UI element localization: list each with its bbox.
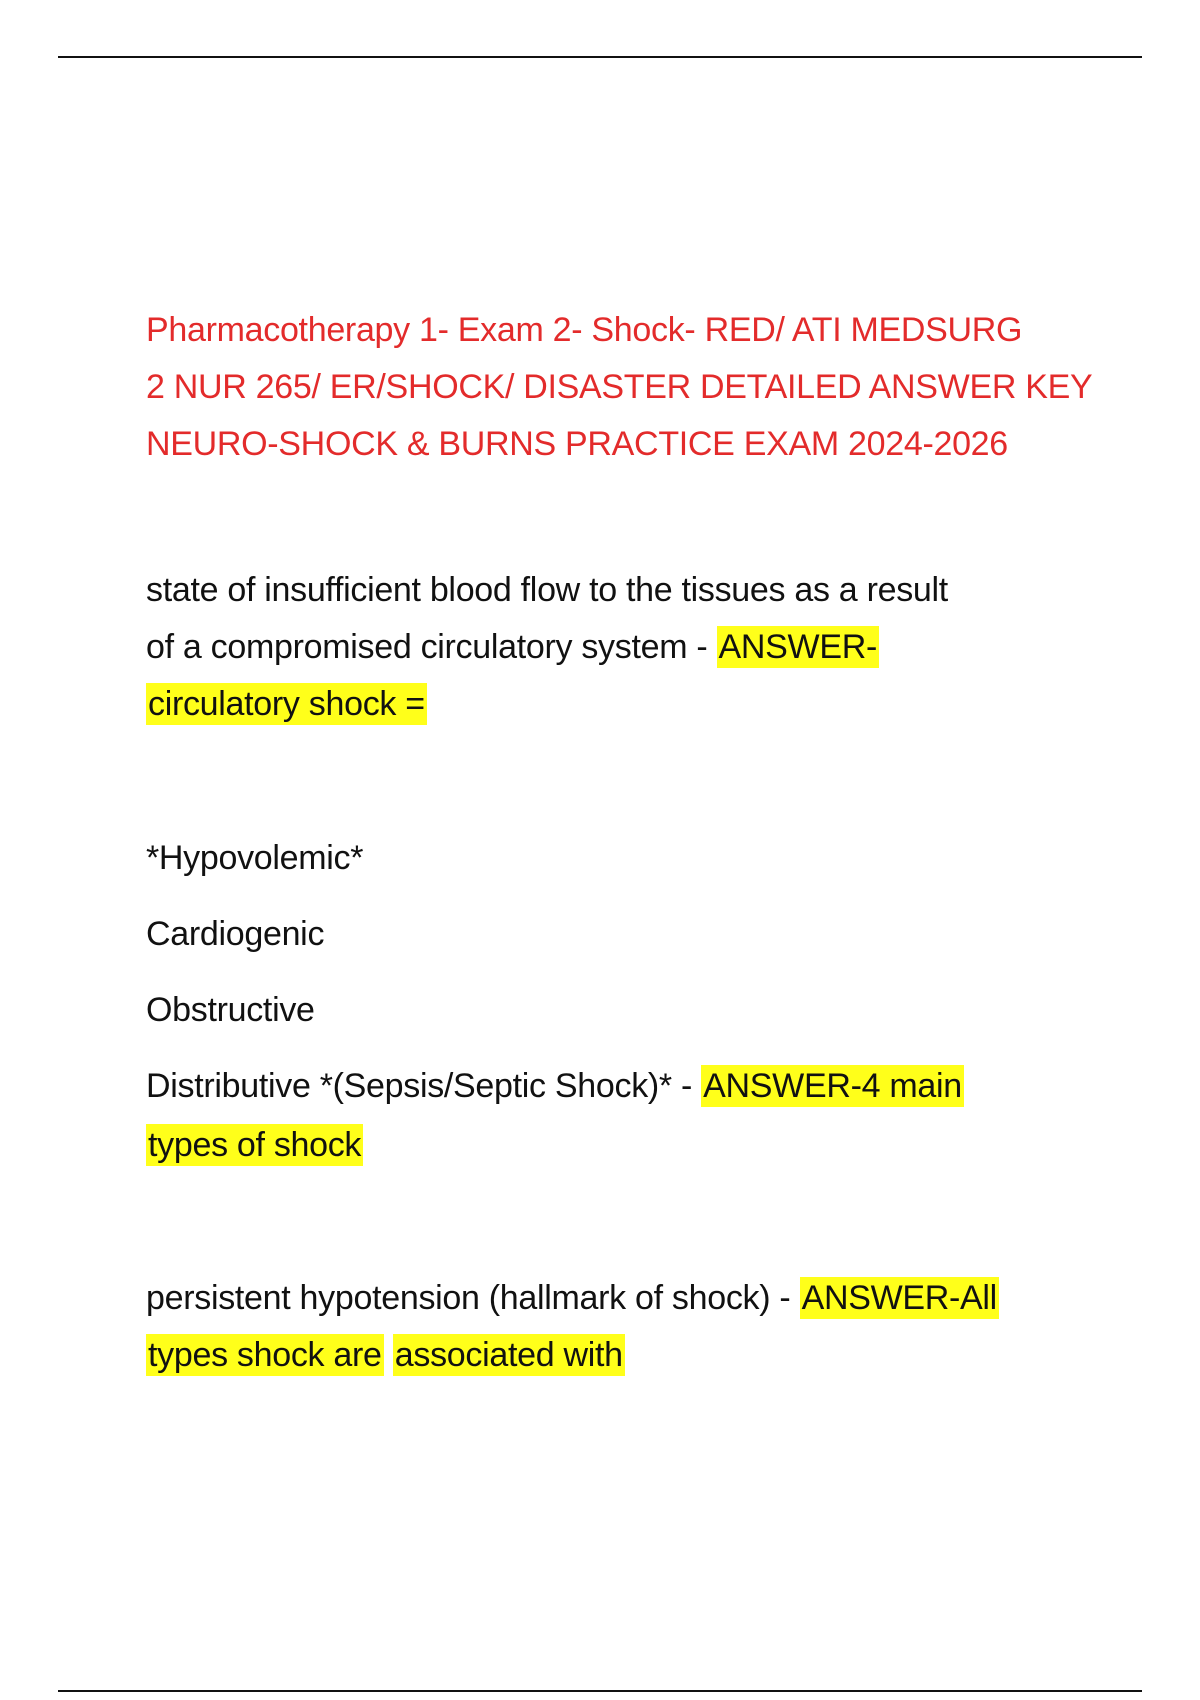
title-line-1: Pharmacotherapy 1- Exam 2- Shock- RED/ ATI MEDSURG (146, 311, 1023, 349)
answer-highlight: ANSWER-All (801, 1279, 997, 1317)
qa-entry-types-of-shock (146, 830, 1106, 1174)
shock-type-item (146, 1058, 1106, 1115)
question-text: persistent hypotension (hallmark of shock) - (146, 1279, 800, 1317)
answer-highlight: ANSWER-4 main (703, 1067, 962, 1105)
question-line (146, 619, 1106, 676)
qa-entry-persistent-hypotension (146, 1270, 1106, 1384)
answer-line (146, 1327, 1106, 1384)
title-line-3: NEURO-SHOCK & BURNS PRACTICE EXAM 2024-2026 (146, 425, 1008, 463)
title-line-2: 2 NUR 265/ ER/SHOCK/ DISASTER DETAILED ANSWER KEY (146, 368, 1093, 406)
answer-highlight: ANSWER- (718, 628, 878, 666)
shock-type-item: *Hypovolemic* (146, 839, 364, 877)
qa-entry-circulatory-shock (146, 562, 1106, 733)
answer-highlight: types of shock (148, 1126, 362, 1164)
answer-highlight: associated with (394, 1336, 623, 1374)
bottom-rule (58, 1690, 1142, 1692)
question-line: state of insufficient blood flow to the tissues as a result (146, 571, 948, 609)
answer-highlight: circulatory shock = (148, 685, 425, 723)
shock-type-item: Cardiogenic (146, 915, 325, 953)
question-text: Distributive *(Sepsis/Septic Shock)* - (146, 1067, 702, 1105)
answer-highlight: types shock are (148, 1336, 382, 1374)
document-title (146, 302, 1106, 473)
question-text: of a compromised circulatory system - (146, 628, 717, 666)
answer-line (146, 676, 1106, 733)
answer-line (146, 1117, 1106, 1174)
top-rule (58, 56, 1142, 58)
shock-type-item: Obstructive (146, 991, 315, 1029)
question-line (146, 1270, 1106, 1327)
